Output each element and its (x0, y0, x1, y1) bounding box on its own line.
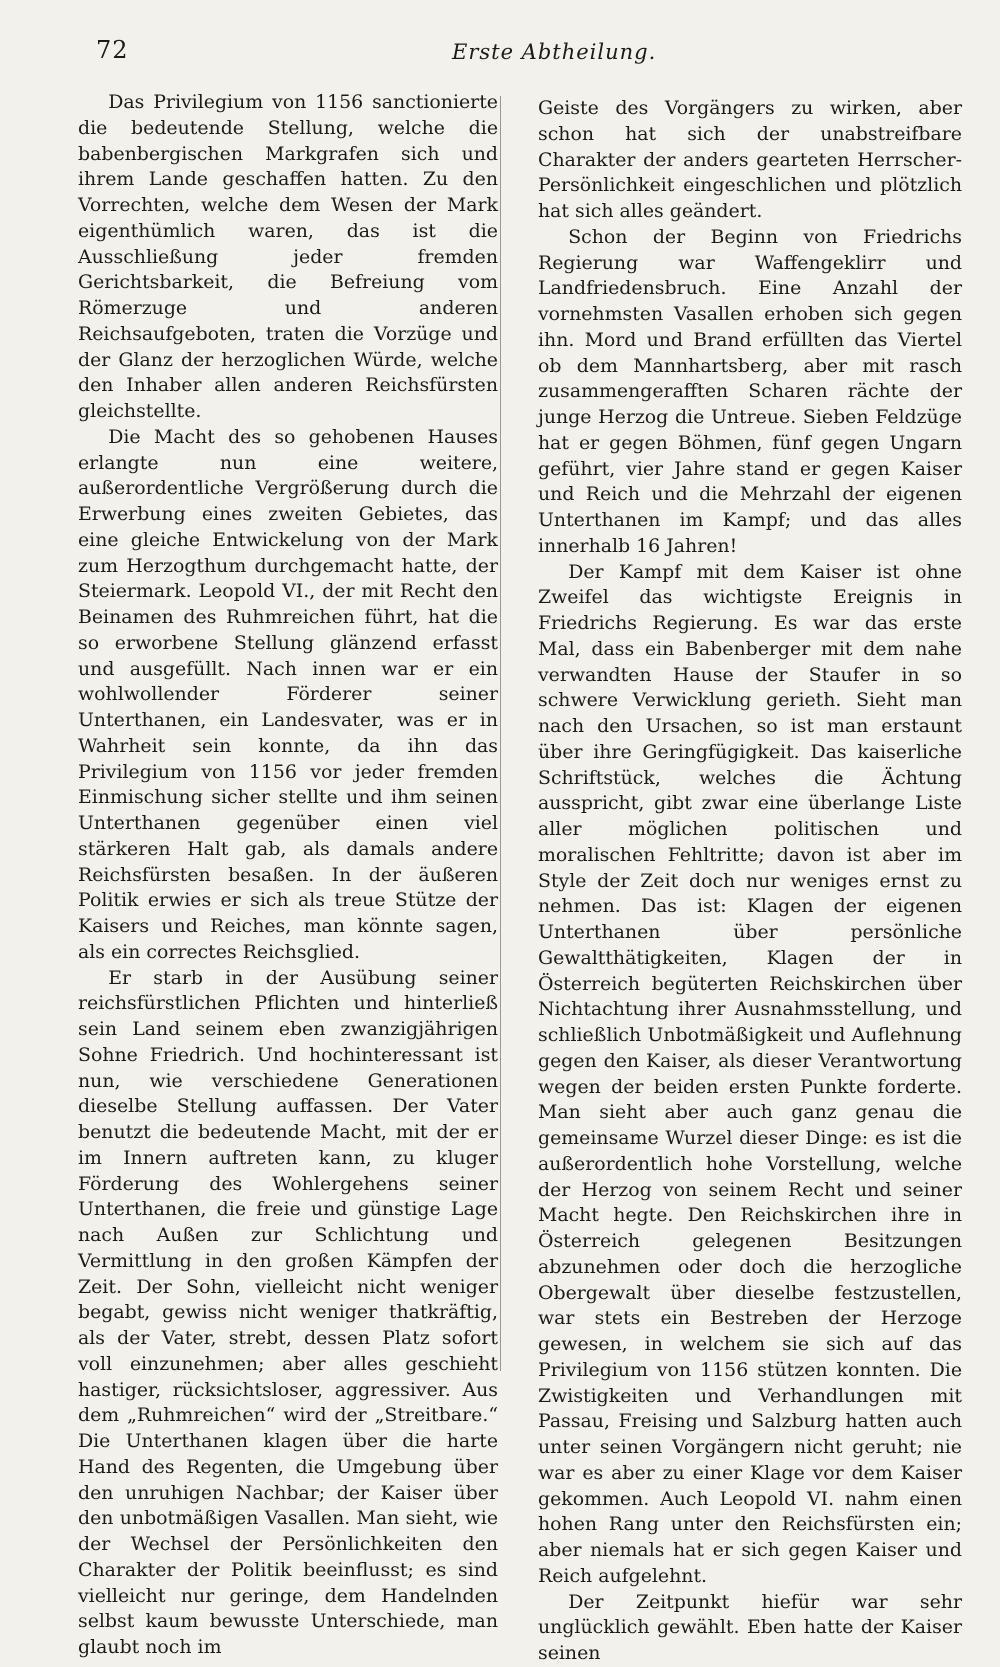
paragraph: Die Macht des so gehobenen Hauses erlangte nun eine weitere, außerordentliche Vergrößerung durch die Erwerbung eines zweiten Gebietes, das eine gleiche Entwickelung von der Mark zum Herzogthum durchgemacht hatte, der Steiermark. Leopold VI., der mit Recht den Beinamen des Ruhmreichen führt, hat die so erworbene Stellung glänzend erfasst und ausgefüllt. Nach innen war er ein wohlwollender Förderer seiner Unterthanen, ein Landesvater, was er in Wahrheit sein konnte, da ihn das Privilegium von 1156 vor jeder fremden Einmischung sicher stellte und ihm seinen Unterthanen gegenüber einen viel stärkeren Halt gab, als damals andere Reichsfürsten besaßen. In der äußeren Politik erwies er sich als treue Stütze der Kaisers und Reiches, man könnte sagen, als ein correctes Reichsglied. (78, 425, 498, 963)
paragraph: Das Privilegium von 1156 sanctionierte die bedeutende Stellung, welche die babenbergischen Markgrafen sich und ihrem Lande geschaffen hatten. Zu den Vorrechten, welche dem Wesen der Mark eigenthümlich waren, das ist die Ausschließung jeder fremden Gerichtsbarkeit, die Befreiung vom Römerzuge und anderen Reichsaufgeboten, traten die Vorzüge und der Glanz der herzoglichen Würde, welche den Inhaber allen anderen Reichsfürsten gleichstellte. (78, 91, 498, 422)
text-column-right (538, 96, 962, 1664)
paragraph: Der Kampf mit dem Kaiser ist ohne Zweifel das wichtigste Ereignis in Friedrichs Regierung. Es war das erste Mal, dass ein Babenberger mit dem nahe verwandten Hause der Staufer in so schwere Verwicklung gerieth. Sieht man nach den Ursachen, so ist man erstaunt über ihre Geringfügigkeit. Das kaiserliche Schriftstück, welches die Ächtung ausspricht, gibt zwar eine überlange Liste aller möglichen politischen und moralischen Fehltritte; davon ist aber im Style der Zeit doch nur weniges ernst zu nehmen. Das ist: Klagen der eigenen Unterthanen über persönliche Gewaltthätigkeiten, Klagen der in Österreich begüterten Reichskirchen über Nichtachtung ihrer Ausnahmsstellung, und schließlich Unbotmäßigkeit und Auflehnung gegen den Kaiser, als dieser Verantwortung wegen der beiden ersten Punkte forderte. Man sieht aber auch ganz genau die gemeinsame Wurzel dieser Dinge: es ist die außerordentlich hohe Vorstellung, welche der Herzog von seinem Recht und seiner Macht hegte. Den Reichskirchen ihre in Österreich gelegenen Besitzungen abzunehmen oder doch die herzogliche Obergewalt über dieselbe festzustellen, war stets ein Bestreben der Herzoge gewesen, in welchem sie sich auf das Privilegium von 1156 stützen konnten. Die Zwistigkeiten und Verhandlungen mit Passau, Freising und Salzburg hatten auch unter seinen Vorgängern nicht geruht; nie war es aber zu einer Klage vor dem Kaiser gekommen. Auch Leopold VI. nahm einen hohen Rang unter den Reichsfürsten ein; aber niemals hat er sich gegen Kaiser und Reich aufgelehnt. (538, 560, 962, 1587)
text-column-left (78, 90, 498, 1658)
column-rule (500, 96, 501, 1371)
paragraph: Schon der Beginn von Friedrichs Regierung war Waffengeklirr und Landfriedensbruch. Eine Anzahl der vornehmsten Vasallen erhoben sich gegen ihn. Mord und Brand erfüllten das Viertel ob dem Mannhartsberg, aber mit rasch zusammengerafften Scharen rächte der junge Herzog die Untreue. Sieben Feldzüge hat er gegen Böhmen, fünf gegen Ungarn geführt, vier Jahre stand er gegen Kaiser und Reich und die Mehrzahl der eigenen Unterthanen im Kampf; und das alles innerhalb 16 Jahren! (538, 225, 962, 557)
paragraph: Er starb in der Ausübung seiner reichsfürstlichen Pflichten und hinterließ sein Land seinem eben zwanzigjährigen Sohne Friedrich. Und hochinteressant ist nun, wie verschiedene Generationen dieselbe Stellung auffassen. Der Vater benutzt die bedeutende Macht, mit der er im Innern auftreten kann, zu kluger Förderung des Wohlergehens seiner Unterthanen, die freie und günstige Lage nach Außen zur Schlichtung und Vermittlung in den großen Kämpfen der Zeit. Der Sohn, vielleicht nicht weniger begabt, gewiss nicht weniger thatkräftig, als der Vater, strebt, dessen Platz sofort voll einzunehmen; aber alles geschieht hastiger, rücksichtsloser, aggressiver. Aus dem „Ruhmreichen“ wird der „Streitbare.“ Die Unterthanen klagen über die harte Hand des Regenten, die Umgebung über den unruhigen Nachbar; der Kaiser über den unbotmäßigen Vasallen. Man sieht, wie der Wechsel der Persönlichkeiten den Charakter der Politik beeinflusst; es sind vielleicht nur geringe, dem Handelnden selbst kaum bewusste Unterschiede, man glaubt noch im (78, 966, 498, 1658)
page-number: 72 (96, 36, 129, 64)
paragraph-continued: Geiste des Vorgängers zu wirken, aber schon hat sich der unabstreifbare Charakter der anders gearteten Herrscher-Persönlichkeit eingeschlichen und plötzlich hat sich alles geändert. (538, 97, 962, 222)
running-head: Erste Abtheilung. (452, 40, 657, 64)
paragraph: Der Zeitpunkt hiefür war sehr unglücklich gewählt. Eben hatte der Kaiser seinen (538, 1590, 962, 1664)
